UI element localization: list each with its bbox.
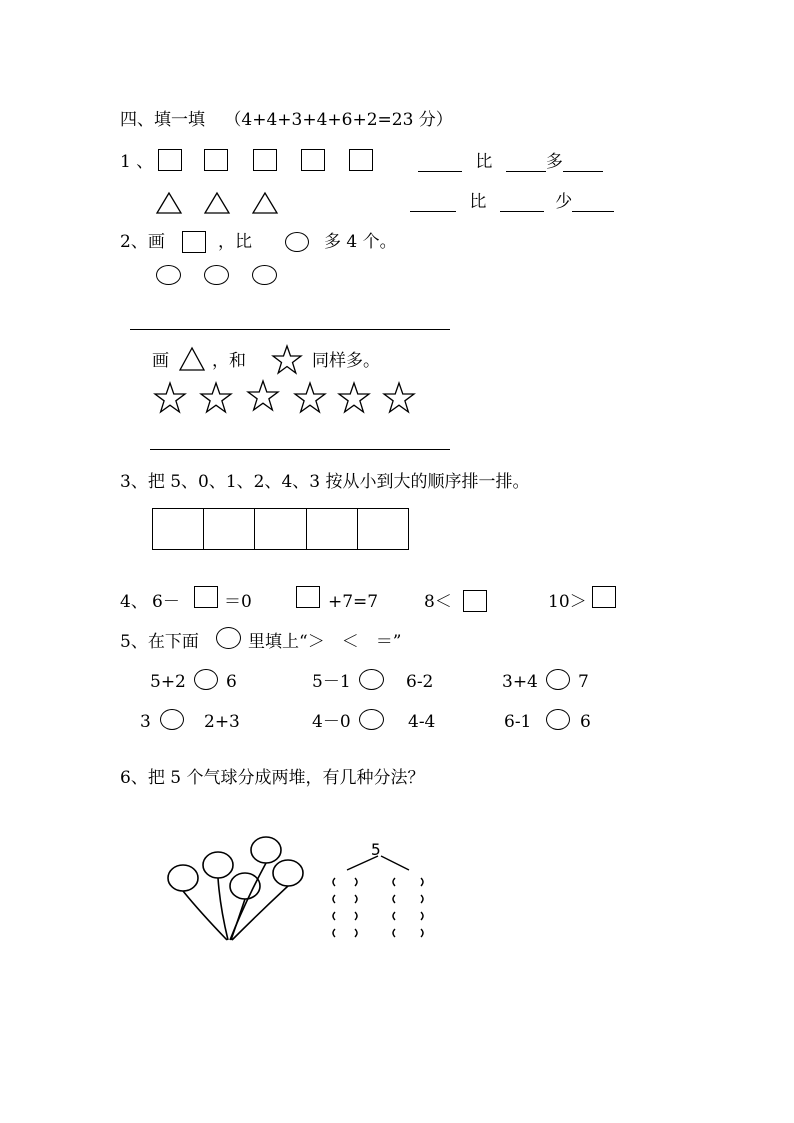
answer-circle[interactable] <box>160 709 184 730</box>
answer-box[interactable] <box>194 586 218 608</box>
square-shape <box>182 231 206 253</box>
q1-number: 1 、 <box>120 152 154 172</box>
answer-blank[interactable] <box>500 195 544 212</box>
answer-box[interactable] <box>296 586 320 608</box>
q5-r1c2-left: 5－1 <box>312 672 351 692</box>
answer-box[interactable] <box>255 509 306 549</box>
q5-r2c3-right: 6 <box>580 712 591 732</box>
answer-circle[interactable] <box>194 669 218 690</box>
answer-blank[interactable] <box>506 155 546 172</box>
drawing-line[interactable] <box>130 329 450 330</box>
answer-circle[interactable] <box>546 669 570 690</box>
answer-blank[interactable] <box>572 195 614 212</box>
square-shape <box>349 149 373 171</box>
star-icon <box>338 382 370 414</box>
q5-r1c3-left: 3+4 <box>502 672 538 692</box>
answer-circle[interactable] <box>546 709 570 730</box>
circle-shape <box>252 265 277 285</box>
q4-expr1-a: 6－ <box>152 592 180 612</box>
number-tree-diagram <box>325 850 435 942</box>
answer-box[interactable] <box>358 509 408 549</box>
answer-blank[interactable] <box>418 155 462 172</box>
square-shape <box>301 149 325 171</box>
q2-middle: ，比 <box>218 232 252 252</box>
balloons-icon <box>160 832 310 944</box>
q5-r1c1-right: 6 <box>226 672 237 692</box>
star-icon <box>200 382 232 414</box>
q5-prefix: 5、在下面 <box>120 632 199 652</box>
q2-suffix: 多 4 个。 <box>324 232 397 252</box>
section-title-text: 四、填一填 <box>120 110 205 130</box>
q5-r2c1-right: 2+3 <box>204 712 240 732</box>
triangle-icon <box>178 346 206 372</box>
circle-shape <box>156 265 181 285</box>
answer-box[interactable] <box>592 586 616 608</box>
triangle-icon <box>252 191 278 215</box>
q5-r1c3-right: 7 <box>578 672 589 692</box>
q4-number: 4、 <box>120 592 148 612</box>
q5-r2c3-left: 6-1 <box>504 712 532 732</box>
q4-expr1-b: ＝0 <box>224 592 252 612</box>
q2-line2-prefix: 画 <box>152 351 169 371</box>
square-shape <box>204 149 228 171</box>
circle-shape <box>216 627 241 649</box>
q5-suffix: 里填上“＞ ＜ ＝” <box>248 632 402 652</box>
triangle-icon <box>156 191 182 215</box>
star-icon <box>272 345 302 375</box>
answer-box[interactable] <box>153 509 204 549</box>
q2-prefix: 2、画 <box>120 232 165 252</box>
answer-box[interactable] <box>204 509 255 549</box>
square-shape <box>158 149 182 171</box>
q5-r2c2-right: 4-4 <box>408 712 436 732</box>
section-title <box>120 110 453 130</box>
q1-line2-compare: 比 少 <box>410 192 614 212</box>
answer-circle[interactable] <box>359 709 384 730</box>
answer-box[interactable] <box>307 509 358 549</box>
q4-expr3: 8＜ <box>424 592 452 612</box>
drawing-line[interactable] <box>150 449 450 450</box>
q5-r2c1-left: 3 <box>140 712 151 732</box>
ordering-boxes <box>152 508 409 550</box>
section-score: （4+4+3+4+6+2=23 分） <box>224 110 453 130</box>
circle-shape <box>204 265 229 285</box>
star-icon <box>154 382 186 414</box>
q4-expr4: 10＞ <box>548 592 587 612</box>
q5-r2c2-left: 4－0 <box>312 712 351 732</box>
q5-r1c1-left: 5+2 <box>150 672 186 692</box>
answer-blank[interactable] <box>410 195 456 212</box>
star-icon <box>383 382 415 414</box>
triangle-icon <box>204 191 230 215</box>
square-shape <box>253 149 277 171</box>
q3-text: 3、把 5、0、1、2、4、3 按从小到大的顺序排一排。 <box>120 472 530 492</box>
circle-shape <box>285 232 309 252</box>
q1-line1-compare: 比 多 <box>418 152 603 172</box>
star-icon <box>247 380 279 412</box>
star-icon <box>294 382 326 414</box>
answer-circle[interactable] <box>359 669 384 690</box>
q6-text: 6、把 5 个气球分成两堆，有几种分法？ <box>120 768 425 788</box>
q5-r1c2-right: 6-2 <box>406 672 434 692</box>
q2-line2-middle: ，和 <box>212 351 246 371</box>
answer-box[interactable] <box>463 590 487 612</box>
answer-blank[interactable] <box>563 155 603 172</box>
q4-expr2: +7=7 <box>328 592 379 612</box>
tree-top-number: 5 <box>371 840 381 859</box>
q2-line2-suffix: 同样多。 <box>312 351 380 371</box>
